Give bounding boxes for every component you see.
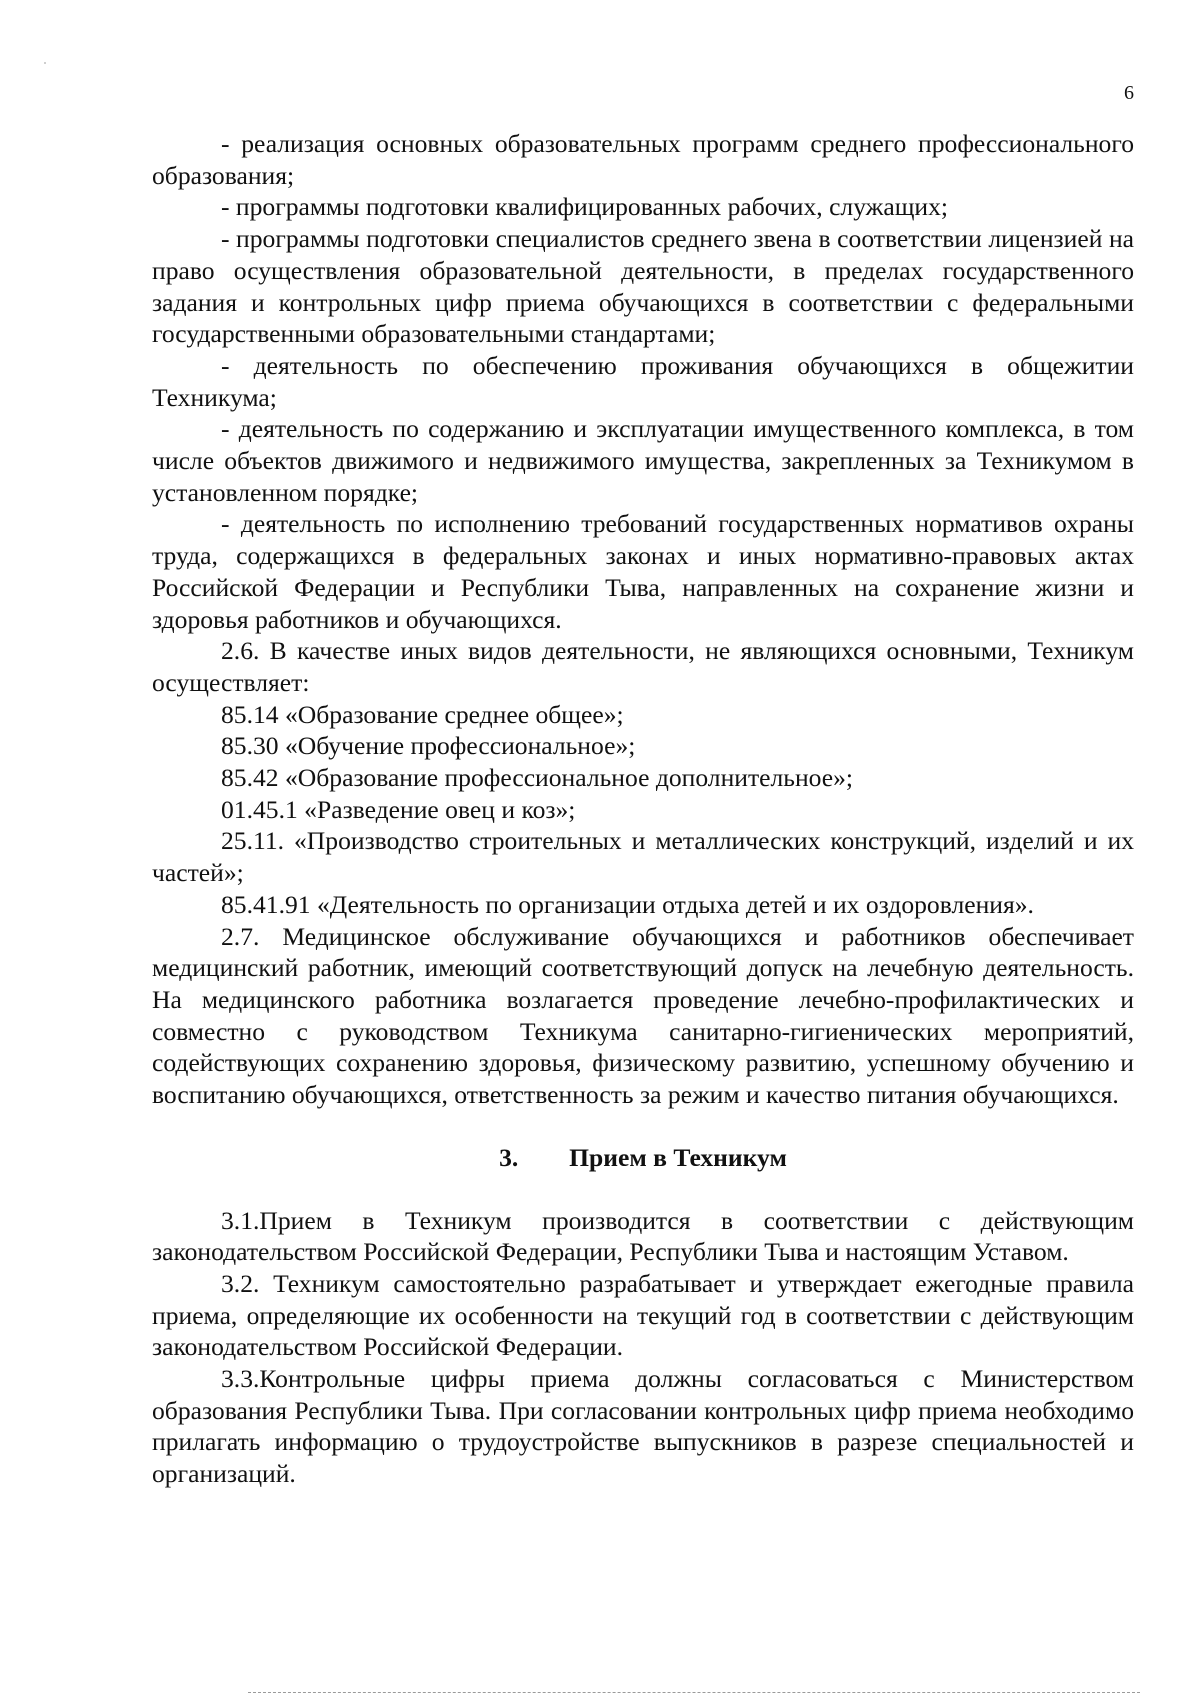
paragraph: 2.6. В качестве иных видов деятельности, не являющихся основными, Техникум осуществляет: (152, 636, 1134, 697)
paragraph: - деятельность по обеспечению проживания обучающихся в общежитии Техникума; (152, 350, 1134, 412)
paragraph: - деятельность по исполнению требований государственных нормативов охраны труда, содержащихся в федеральных законах и иных нормативно-правовых актах Российской Федерации и Республики Тыва, направленных на сохранение жизни и здоровья работников и обучающихся. (152, 509, 1134, 634)
list-item: 85.14 «Образование среднее общее»; (221, 699, 624, 729)
paragraph: 2.7. Медицинское обслуживание обучающихся и работников обеспечивает медицинский работник, имеющий соответствующий допуск на лечебную деятельность. На медицинского работника возлагается проведение лечебно-профилактических и совместно с руководством Техникума санитарно-гигиенических мероприятий, содействующих сохранению здоровья, физическому развитию, успешному обучению и воспитанию обучающихся, ответственность за режим и качество питания обучающихся. (152, 921, 1134, 1110)
paragraph: 3.2. Техникум самостоятельно разрабатывает и утверждает ежегодные правила приема, определяющие их особенности на текущий год в соответствии с действующим законодательством Российской Федерации. (152, 1268, 1134, 1362)
paragraph: 3.1.Прием в Техникум производится в соответствии с действующим законодательством Российской Федерации, Республики Тыва и настоящим Уставом. (152, 1205, 1134, 1267)
page-bottom-edge (248, 1692, 1140, 1693)
section-heading (152, 1111, 1134, 1205)
paragraph: 3.3.Контрольные цифры приема должны согласоваться с Министерством образования Республики Тыва. При согласовании контрольных цифр приема необходимо прилагать информацию о трудоустройстве выпускников в разрезе специальностей и организаций. (152, 1364, 1134, 1489)
list-item: 25.11. «Производство строительных и металлических конструкций, изделий и их частей»; (152, 826, 1134, 888)
section-number: 3. (499, 1142, 519, 1172)
paragraph: - программы подготовки специалистов среднего звена в соответствии лицензией на право осуществления образовательной деятельности, в пределах государственного задания и контрольных цифр приема обучающихся в соответствии с федеральными государственными образовательными стандартами; (152, 224, 1134, 349)
list-item: 85.42 «Образование профессиональное дополнительное»; (221, 763, 854, 793)
list-item: 85.30 «Обучение профессиональное»; (221, 731, 636, 761)
paragraph: - программы подготовки квалифицированных рабочих, служащих; (221, 192, 949, 222)
list-item: 01.45.1 «Разведение овец и коз»; (221, 794, 576, 824)
page-number: 6 (1124, 82, 1134, 104)
paragraph: - деятельность по содержанию и эксплуатации имущественного комплекса, в том числе объектов движимого и недвижимого имущества, закрепленных за Техникумом в установленном порядке; (152, 414, 1134, 507)
document-body (152, 128, 1134, 1490)
section-title: Прием в Техникум (569, 1142, 787, 1172)
scan-artifact (44, 62, 46, 64)
list-item: 85.41.91 «Деятельность по организации отдыха детей и их оздоровления». (221, 889, 1034, 919)
paragraph: - реализация основных образовательных программ среднего профессионального образования; (152, 129, 1134, 190)
